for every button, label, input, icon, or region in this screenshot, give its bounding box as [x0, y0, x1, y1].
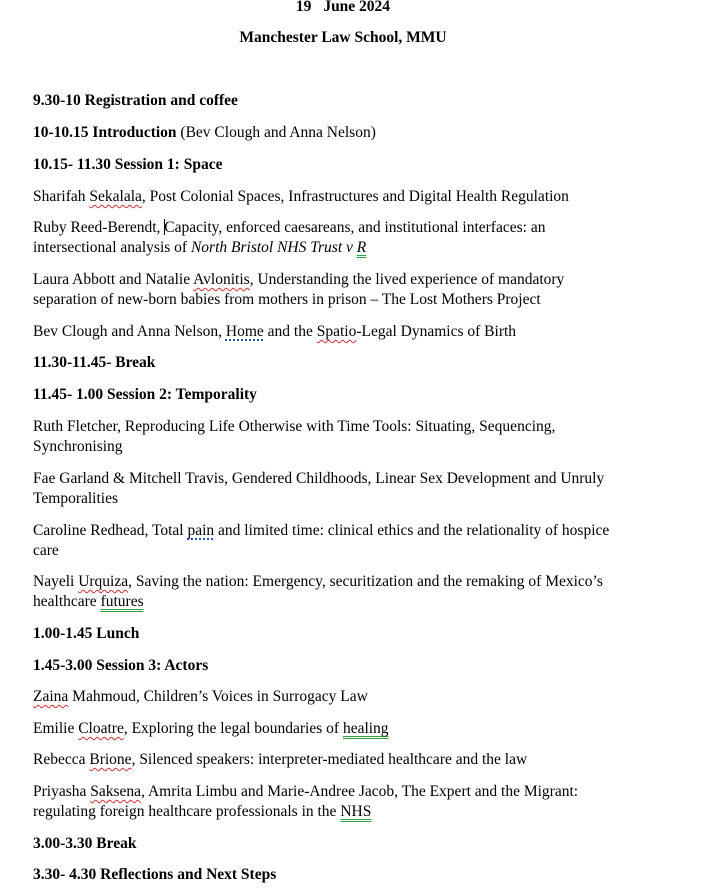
talk-garland-travis-line2: Temporalities [33, 490, 119, 507]
talk-urquiza-line1: Nayeli Urquiza, Saving the nation: Emergency, securitization and the remaking of Mexico’s [33, 573, 603, 590]
session-3-heading: 1.45-3.00 Session 3: Actors [33, 657, 209, 674]
talk-brione: Rebecca Brione, Silenced speakers: interpreter-mediated healthcare and the law [33, 751, 528, 768]
agenda-lunch: 1.00-1.45 Lunch [33, 625, 140, 642]
talk-mahmoud: Zaina Mahmoud, Children’s Voices in Surrogacy Law [33, 688, 368, 705]
agenda-introduction: 10-10.15 Introduction (Bev Clough and Anna Nelson) [33, 124, 376, 141]
talk-garland-travis-line1: Fae Garland & Mitchell Travis, Gendered Childhoods, Linear Sex Development and Unruly [33, 470, 605, 487]
talk-abbott-line2: separation of new-born babies from mothers in prison – The Lost Mothers Project [33, 291, 541, 308]
agenda-reflections: 3.30- 4.30 Reflections and Next Steps [33, 866, 277, 883]
talk-saksena-line1: Priyasha Saksena, Amrita Limbu and Marie-Andree Jacob, The Expert and the Migrant: [33, 783, 579, 800]
talk-redhead-line2: care [33, 542, 59, 559]
talk-sekalala: Sharifah Sekalala, Post Colonial Spaces, Infrastructures and Digital Health Regulation [33, 188, 569, 205]
talk-abbott-line1: Laura Abbott and Natalie Avlonitis, Understanding the lived experience of mandatory [33, 271, 565, 288]
date-heading: 19 June 2024 [295, 0, 391, 15]
talk-cloatre: Emilie Cloatre, Exploring the legal boundaries of healing [33, 720, 389, 737]
talk-redhead-line1: Caroline Redhead, Total pain and limited time: clinical ethics and the relationality of hospice [33, 522, 610, 539]
agenda-registration: 9.30-10 Registration and coffee [33, 92, 238, 109]
session-2-heading: 11.45- 1.00 Session 2: Temporality [33, 386, 257, 403]
agenda-break-1: 11.30-11.45- Break [33, 354, 156, 371]
talk-clough-nelson: Bev Clough and Anna Nelson, Home and the Spatio-Legal Dynamics of Birth [33, 323, 517, 340]
agenda-break-2: 3.00-3.30 Break [33, 835, 137, 852]
talk-saksena-line2: regulating foreign healthcare professionals in the NHS [33, 803, 372, 820]
talk-fletcher-line1: Ruth Fletcher, Reproducing Life Otherwise with Time Tools: Situating, Sequencing, [33, 418, 556, 435]
talk-reed-berendt-line1: Ruby Reed-Berendt, Capacity, enforced caesareans, and institutional interfaces: an [33, 219, 546, 236]
session-1-heading: 10.15- 11.30 Session 1: Space [33, 156, 223, 173]
talk-fletcher-line2: Synchronising [33, 438, 123, 455]
talk-reed-berendt-line2: intersectional analysis of North Bristol NHS Trust v R [33, 239, 367, 256]
talk-urquiza-line2: healthcare futures [33, 593, 144, 610]
venue-heading: Manchester Law School, MMU [239, 29, 447, 46]
